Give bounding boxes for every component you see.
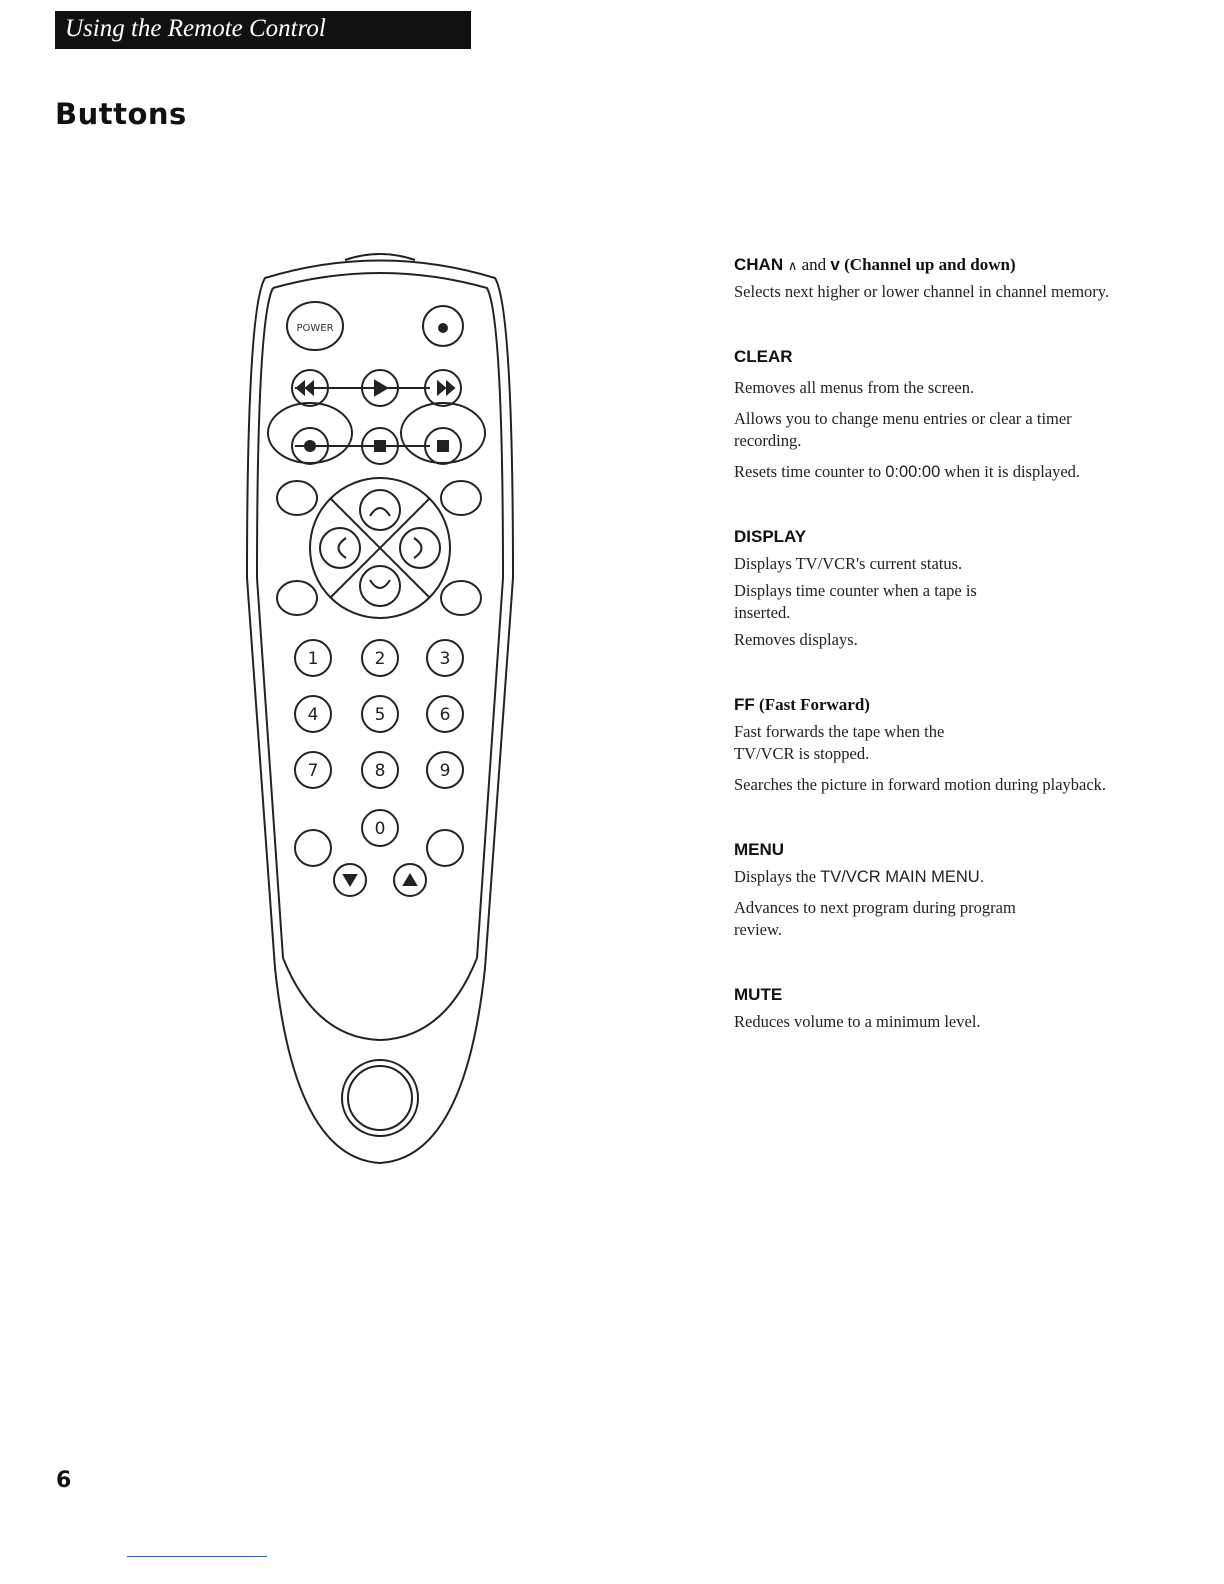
entry-ff-title: FF (Fast Forward) bbox=[734, 695, 870, 714]
direction-pad bbox=[310, 478, 450, 618]
vol-down-button bbox=[320, 528, 360, 568]
entry-chan bbox=[734, 255, 1114, 303]
key-4-label: 4 bbox=[307, 705, 319, 725]
entry-mute-title: MUTE bbox=[734, 985, 783, 1004]
clear-button bbox=[441, 481, 481, 515]
entry-chan-text: Selects next higher or lower channel in channel memory. bbox=[734, 282, 1110, 301]
entry-ff bbox=[734, 695, 1114, 796]
entry-menu bbox=[734, 840, 1114, 941]
input-button bbox=[295, 830, 331, 866]
entry-display-text-2: Displays time counter when a tape is inserted. bbox=[734, 581, 977, 622]
bottom-rule bbox=[127, 1556, 267, 1557]
entry-display bbox=[734, 527, 1114, 651]
vol-up-button bbox=[400, 528, 440, 568]
key-1-label: 1 bbox=[307, 649, 319, 669]
section-header-title: Using the Remote Control bbox=[65, 15, 326, 42]
entry-clear-text-3: Resets time counter to 0:00:00 when it is displayed. bbox=[734, 462, 1081, 481]
entry-menu-text-2: Advances to next program during program review. bbox=[734, 898, 1016, 939]
entry-mute-text: Reduces volume to a minimum level. bbox=[734, 1012, 981, 1031]
chan-up-button bbox=[360, 490, 400, 530]
key-6-label: 6 bbox=[439, 705, 451, 725]
entry-clear bbox=[734, 347, 1114, 483]
entry-mute bbox=[734, 985, 1114, 1033]
power-button bbox=[287, 302, 343, 350]
entry-ff-text-2: Searches the picture in forward motion during playback. bbox=[734, 775, 1107, 794]
display-button bbox=[441, 581, 481, 615]
key-7-label: 7 bbox=[307, 761, 319, 781]
entry-display-text-1: Displays TV/VCR's current status. bbox=[734, 554, 963, 573]
key-3-label: 3 bbox=[439, 649, 451, 669]
entry-chan-title: CHAN ∧ and v (Channel up and down) bbox=[734, 255, 1016, 274]
svg-text:POWER: POWER bbox=[296, 323, 334, 334]
key-5-label: 5 bbox=[374, 705, 386, 725]
entry-menu-title: MENU bbox=[734, 840, 785, 859]
bottom-round-button bbox=[342, 1060, 418, 1136]
key-0-label: 0 bbox=[374, 819, 386, 839]
key-2-label: 2 bbox=[374, 649, 386, 669]
entry-clear-text-1: Removes all menus from the screen. bbox=[734, 378, 975, 397]
entry-clear-title: CLEAR bbox=[734, 347, 793, 366]
page-number: 6 bbox=[56, 1468, 72, 1493]
remote-lower-arch bbox=[283, 958, 477, 1040]
antenna-button bbox=[427, 830, 463, 866]
section-header-bar bbox=[55, 11, 471, 49]
remote-control-illustration bbox=[235, 248, 525, 1168]
chan-down-button bbox=[360, 566, 400, 606]
entry-ff-text-1: Fast forwards the tape when the TV/VCR is stopped. bbox=[734, 722, 945, 763]
mute-button bbox=[277, 581, 317, 615]
entry-clear-text-2: Allows you to change menu entries or clear a timer recording. bbox=[734, 409, 1072, 450]
page-title: Buttons bbox=[55, 97, 187, 131]
key-9-label: 9 bbox=[439, 761, 451, 781]
entry-display-text-3: Removes displays. bbox=[734, 630, 858, 649]
menu-button bbox=[277, 481, 317, 515]
entry-display-title: DISPLAY bbox=[734, 527, 807, 546]
entry-menu-text-1: Displays the TV/VCR MAIN MENU. bbox=[734, 867, 985, 886]
key-8-label: 8 bbox=[374, 761, 386, 781]
button-descriptions bbox=[734, 255, 1114, 1042]
